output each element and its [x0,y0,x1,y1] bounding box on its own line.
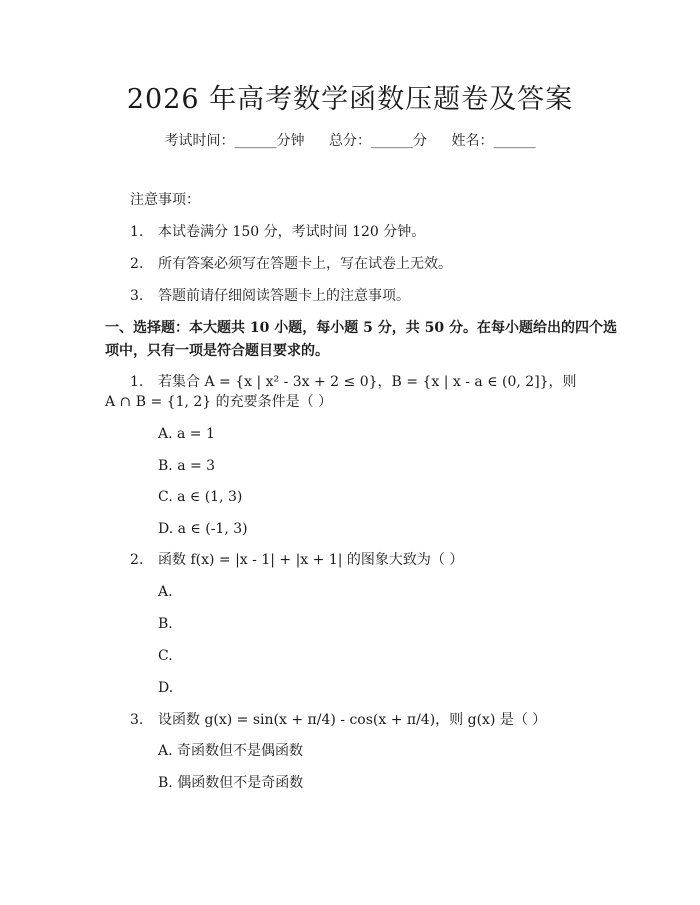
exam-time: 考试时间：______分钟 [164,133,305,149]
notice-item [130,286,410,306]
question-number: 2. [130,552,144,568]
notice-item [130,222,425,242]
total-score: 总分：______分 [329,133,427,149]
option-b: B. [158,616,173,632]
question-text: 设函数 g(x) = sin(x + π/4) - cos(x + π/4)，则 g(x) 是（ ） [158,712,547,728]
notice-item-text: 所有答案必须写在答题卡上，写在试卷上无效。 [158,256,452,272]
notice-item-text: 答题前请仔细阅读答题卡上的注意事项。 [158,288,410,304]
notice-item-text: 本试卷满分 150 分，考试时间 120 分钟。 [158,224,426,240]
question-1-cont: A ∩ B = {1, 2} 的充要条件是（ ） [105,394,333,410]
option-b: B. 偶函数但不是奇函数 [158,775,304,791]
notice-item-number: 1. [130,224,144,240]
question-text: 函数 f(x) = |x - 1| + |x + 1| 的图象大致为（ ） [158,552,464,568]
question-number: 1. [130,374,144,390]
question-number: 3. [130,712,144,728]
option-a: A. 奇函数但不是偶函数 [158,743,304,759]
student-name: 姓名：______ [451,133,536,149]
exam-meta [0,131,700,151]
option-c: C. a ∈ (1, 3) [158,489,243,505]
option-a: A. a = 1 [158,426,215,442]
option-d: D. a ∈ (-1, 3) [158,521,248,537]
question-3 [130,710,546,730]
section-heading: 一、选择题：本大题共 10 小题，每小题 5 分，共 50 分。在每小题给出的四个选 [105,320,617,336]
option-b: B. a = 3 [158,458,216,474]
section-heading-cont: 项中，只有一项是符合题目要求的。 [105,343,329,359]
notice-item-number: 3. [130,288,144,304]
option-a: A. [158,584,173,600]
notice-item [130,254,452,274]
notice-heading: 注意事项： [130,192,200,208]
question-1 [130,372,577,392]
option-d: D. [158,680,174,696]
page-title: 2026 年高考数学函数压题卷及答案 [126,84,574,115]
notice-item-number: 2. [130,256,144,272]
question-2 [130,550,463,570]
option-c: C. [158,648,173,664]
question-text: 若集合 A = {x | x² - 3x + 2 ≤ 0}，B = {x | x - a ∈ (0, 2]}，则 [158,374,577,390]
